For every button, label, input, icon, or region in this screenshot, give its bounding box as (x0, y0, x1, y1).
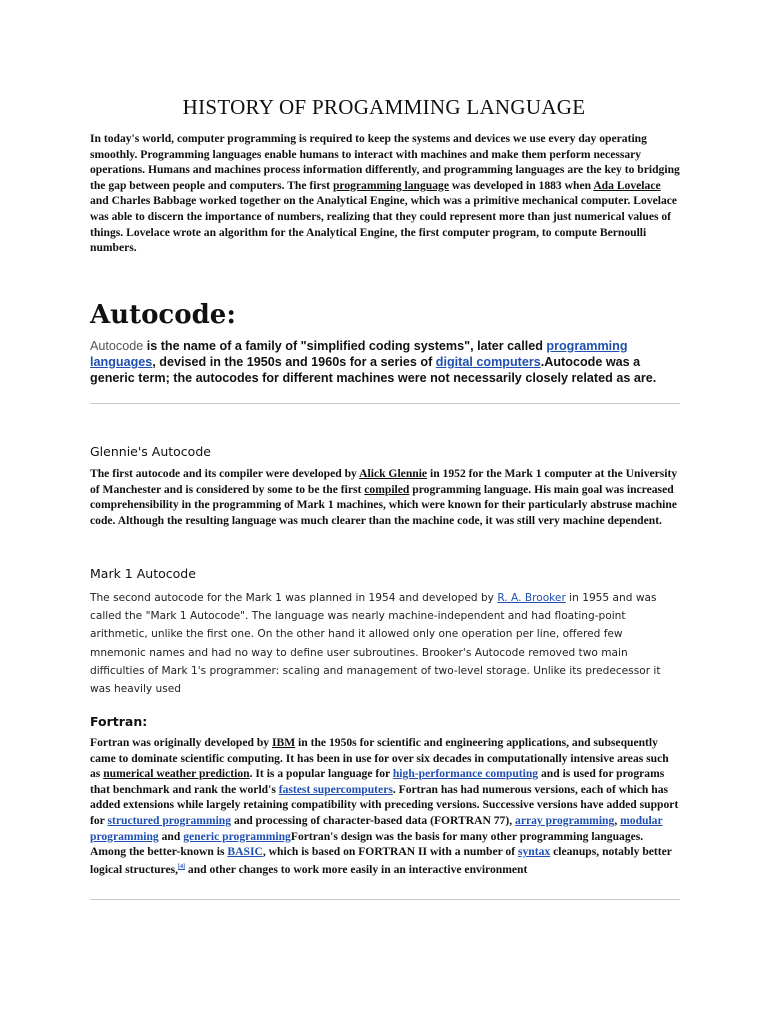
mark1-paragraph: The second autocode for the Mark 1 was planned in 1954 and developed by R. A. Brooker in 1955 and was called the "Mark 1 Autocode". The language was nearly machine-independent and had floating-point arithmetic, unlike the first one. On the other hand it allowed only one operation per line, offered few mnemonic names and had no way to define user subroutines. Brooker's Autocode removed two main difficulties of Mark 1's programmer: scaling and management of two-level storage. Unlike its predecessor it was heavily used (90, 592, 661, 696)
link-structured-programming[interactable]: structured programming (107, 813, 232, 827)
link-digital-computers[interactable]: digital computers (435, 355, 541, 369)
reference-marker[interactable]: [4] (178, 863, 186, 870)
autocode-paragraph: Autocode is the name of a family of "simplified coding systems", later called programming languages, devised in the 1950s and 1960s for a series of digital computers.Autocode was a generic term; the autocodes for different machines were not necessarily closely related as are. (90, 339, 657, 385)
link-programming-languages[interactable]: programming languages (90, 339, 628, 369)
link-fastest-supercomputers[interactable]: fastest supercomputers (278, 782, 393, 796)
mark1-heading: Mark 1 Autocode (90, 566, 196, 581)
link-generic-programming[interactable]: generic programming (183, 829, 291, 843)
link-programming-language[interactable]: programming language (332, 178, 449, 192)
link-alick-glennie[interactable]: Alick Glennie (359, 467, 428, 480)
page-title: HISTORY OF PROGAMMING LANGUAGE (182, 95, 586, 119)
link-compiled[interactable]: compiled (364, 482, 410, 496)
divider (90, 403, 680, 404)
link-modular-programming[interactable]: modular programming (90, 813, 663, 843)
link-high-performance-computing[interactable]: high-performance computing (392, 767, 539, 781)
intro-paragraph: In today's world, computer programming is required to keep the systems and devices we use every day operating smoothly. Programming languages enable humans to interact with machines and make them perform necessary operations. Humans and machines process information differently, and programming languages are the key to bridging the gap between people and computers. The first programming language was developed in 1883 when Ada Lovelace and Charles Babbage worked together on the Analytical Engine, which was a primitive mechanical computer. Lovelace was able to discern the importance of numbers, realizing that they could represent more than just numerical values of things. Lovelace wrote an algorithm for the Analytical Engine, the first computer program, to compute Bernoulli numbers. (90, 132, 680, 255)
glennie-heading: Glennie's Autocode (90, 444, 211, 459)
link-ibm[interactable]: IBM (271, 736, 296, 749)
link-ada-lovelace[interactable]: Ada Lovelace (593, 178, 661, 192)
fortran-paragraph: Fortran was originally developed by IBM in the 1950s for scientific and engineering applications, and subsequently came to dominate scientific computing. It has been in use for over six decades in computationally intensive areas such as numerical weather prediction. It is a popular language for high-performance computing and is used for programs that benchmark and rank the world's fastest supercomputers. Fortran has had numerous versions, each of which has added extensions while largely retaining compatibility with preceding versions. Successive versions have added support for structured programming and processing of character-based data (FORTRAN 77), array programming, modular programming and generic programmingFortran's design was the basis for many other programming languages. Among the better-known is BASIC, which is based on FORTRAN II with a number of syntax cleanups, notably better logical structures,[4] and other changes to work more easily in an interactive environment (90, 736, 679, 876)
link-ra-brooker[interactable]: R. A. Brooker (497, 592, 566, 604)
autocode-heading: Autocode: (90, 300, 236, 330)
link-numerical-weather-prediction[interactable]: numerical weather prediction (103, 767, 250, 781)
fortran-heading: Fortran: (90, 714, 148, 729)
link-array-programming[interactable]: array programming (515, 813, 615, 827)
divider (90, 899, 680, 900)
link-basic[interactable]: BASIC (227, 845, 263, 859)
glennie-paragraph: The first autocode and its compiler were developed by Alick Glennie in 1952 for the Mark 1 computer at the University of Manchester and is considered by some to be the first compiled programming language. His main goal was increased comprehensibility in the programming of Mark 1 machines, which were known for their particularly abstruse machine code. Although the resulting language was much clearer than the machine code, it was still very machine dependent. (90, 467, 678, 527)
link-syntax[interactable]: syntax (517, 845, 551, 859)
